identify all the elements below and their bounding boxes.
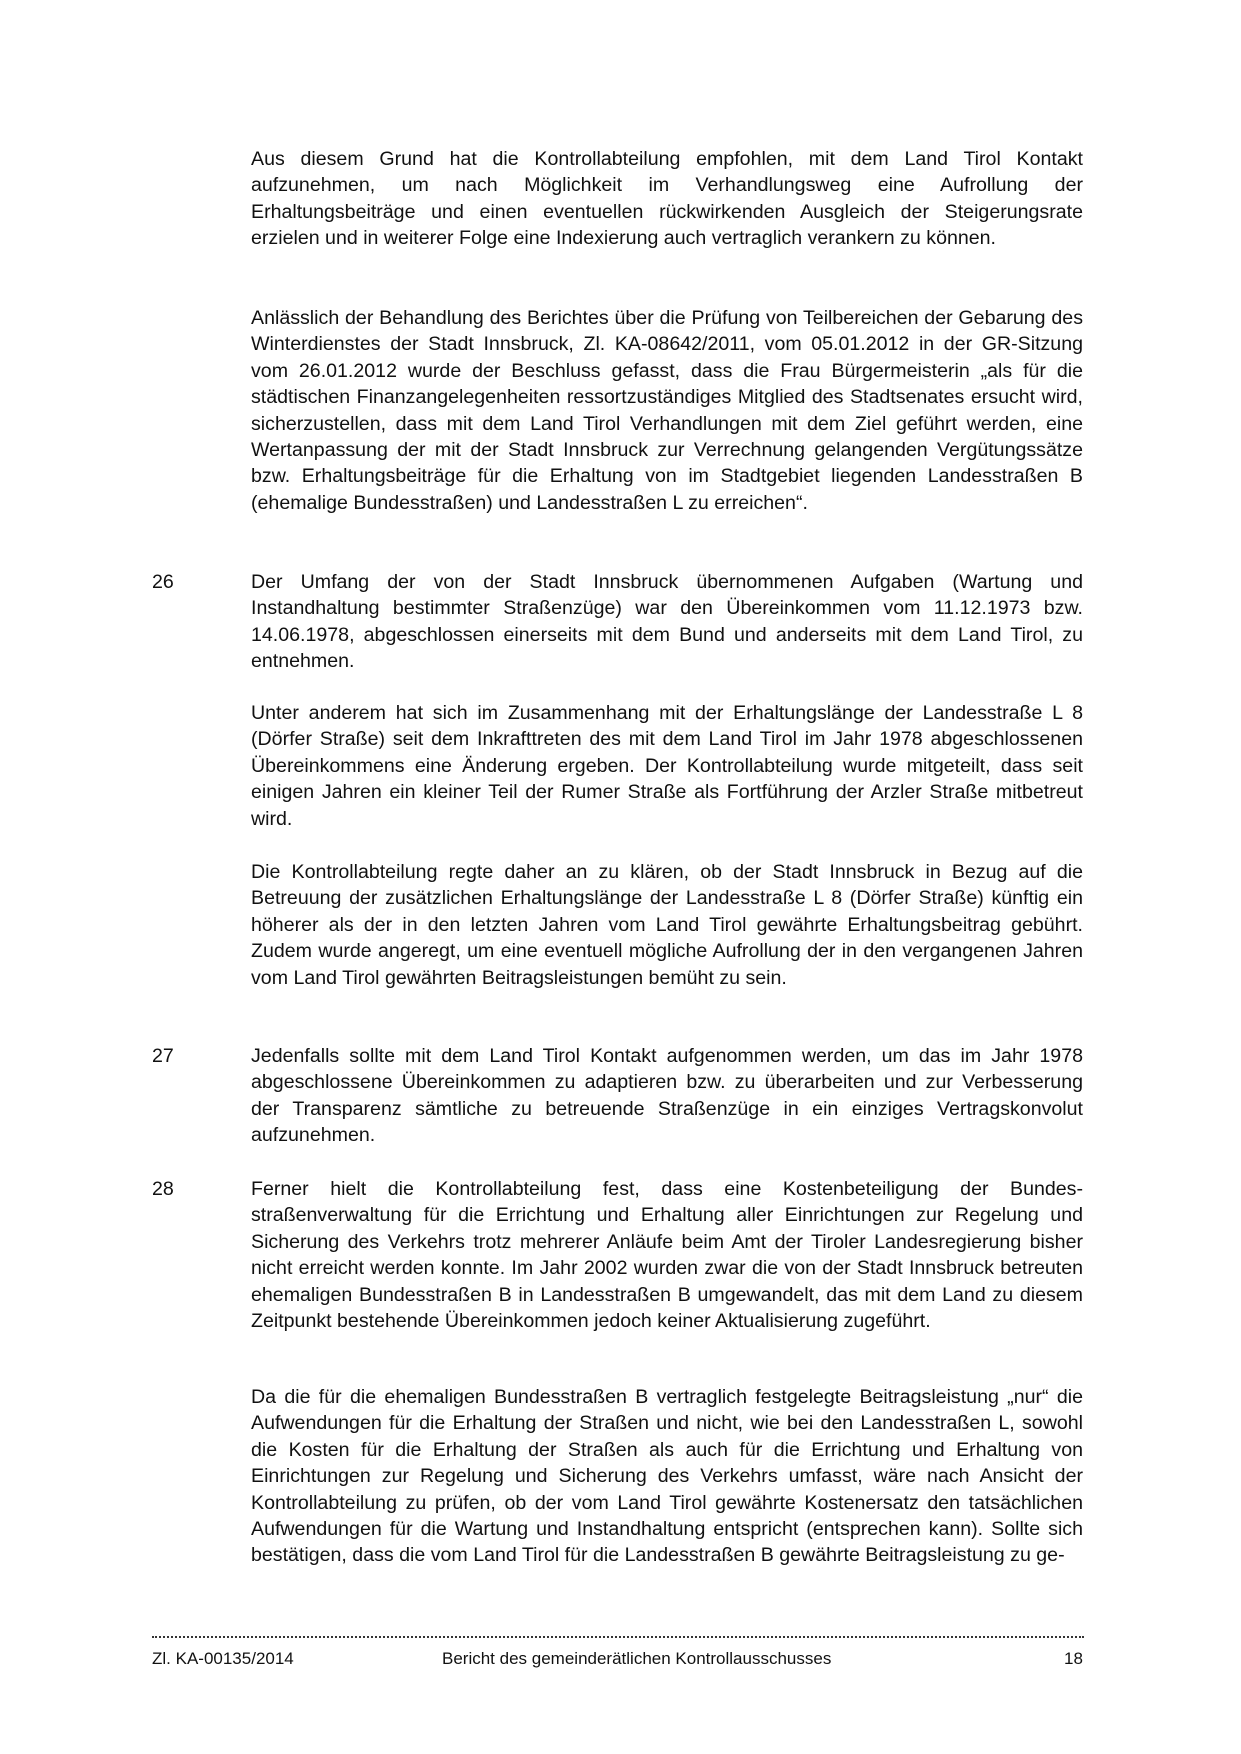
paragraph: Aus diesem Grund hat die Kontrollabteilung empfohlen, mit dem Land Tirol Kontakt aufzunehmen, um nach Möglichkeit im Verhandlungsweg eine Aufrollung der Erhaltungsbeiträge und einen eventuellen rückwirkenden Ausgleich der Steigerungsrate erzielen und in weiterer Folge eine Indexierung auch vertraglich verankern zu können. <box>251 148 1083 250</box>
paragraph-number: 27 <box>152 1045 174 1067</box>
footer-reference: Zl. KA-00135/2014 <box>152 1649 294 1668</box>
page-number: 18 <box>1064 1649 1083 1668</box>
paragraph: Jedenfalls sollte mit dem Land Tirol Kontakt aufgenommen werden, um das im Jahr 1978 abgeschlossene Übereinkommen zu adaptieren bzw. zu überarbeiten und zur Verbesserung der Transparenz sämtliche zu betreuende Straßenzüge in ein einziges Vertragskonvolut aufzunehmen. <box>251 1045 1083 1147</box>
paragraph: Da die für die ehemaligen Bundesstraßen B vertraglich festgelegte Beitragsleistung „nur“ die Aufwendungen für die Erhaltung der Straßen und nicht, wie bei den Landesstraßen L, sowohl die Kosten für die Erhaltung der Straßen als auch für die Errichtung und Erhaltung von Einrichtungen zur Regelung und Sicherung des Verkehrs umfasst, wäre nach Ansicht der Kontrollabteilung zu prüfen, ob der vom Land Tirol gewährte Kostenersatz den tatsächlichen Aufwendungen für die Wartung und Instandhaltung entspricht (entsprechen kann). Sollte sich bestätigen, dass die vom Land Tirol für die Landesstraßen B gewährte Beitragsleistung zu ge- <box>251 1386 1083 1567</box>
paragraph: Der Umfang der von der Stadt Innsbruck übernommenen Aufgaben (Wartung und Instandhaltung bestimmter Straßenzüge) war den Übereinkommen vom 11.12.1973 bzw. 14.06.1978, abgeschlossen einerseits mit dem Bund und anderseits mit dem Land Tirol, zu entnehmen. <box>251 571 1083 673</box>
paragraph: Anlässlich der Behandlung des Berichtes über die Prüfung von Teilbereichen der Gebarung des Winterdienstes der Stadt Innsbruck, Zl. KA-08642/2011, vom 05.01.2012 in der GR-Sitzung vom 26.01.2012 wurde der Beschluss gefasst, dass die Frau Bürgermeisterin „als für die städtischen Finanzangelegenheiten ressortzuständiges Mitglied des Stadtsenates ersucht wird, sicherzustellen, dass mit dem Land Tirol Verhandlungen mit dem Ziel geführt werden, eine Wertanpassung der mit der Stadt Innsbruck zur Verrechnung gelangenden Vergütungssätze bzw. Erhaltungsbeiträge für die Erhaltung von im Stadtgebiet liegenden Landesstraßen B (ehemalige Bundesstraßen) und Landesstraßen L zu erreichen“. <box>251 307 1083 514</box>
paragraph: Unter anderem hat sich im Zusammenhang mit der Erhaltungslänge der Landesstraße L 8 (Dörfer Straße) seit dem Inkrafttreten des mit dem Land Tirol im Jahr 1978 abgeschlossenen Übereinkommens eine Änderung ergeben. Der Kontrollabteilung wurde mitgeteilt, dass seit einigen Jahren ein kleiner Teil der Rumer Straße als Fortführung der Arzler Straße mitbetreut wird. <box>251 702 1083 830</box>
paragraph: Ferner hielt die Kontrollabteilung fest, dass eine Kostenbeteiligung der Bundesstraßenverwaltung für die Errichtung und Erhaltung aller Einrichtungen zur Regelung und Sicherung des Verkehrs trotz mehrerer Anläufe beim Amt der Tiroler Landesregierung bisher nicht erreicht werden konnte. Im Jahr 2002 wurden zwar die von der Stadt Innsbruck betreuten ehemaligen Bundesstraßen B in Landesstraßen B umgewandelt, das mit dem Land zu diesem Zeitpunkt bestehende Übereinkommen jedoch keiner Aktualisierung zugeführt. <box>251 1178 1083 1333</box>
footer-divider <box>152 1636 1084 1638</box>
paragraph: Die Kontrollabteilung regte daher an zu klären, ob der Stadt Innsbruck in Bezug auf die Betreuung der zusätzlichen Erhaltungslänge der Landesstraße L 8 (Dörfer Straße) künftig ein höherer als der in den letzten Jahren vom Land Tirol gewährte Erhaltungsbeitrag gebührt. Zudem wurde angeregt, um eine eventuell mögliche Aufrollung der in den vergangenen Jahren vom Land Tirol gewährten Beitragsleistungen bemüht zu sein. <box>251 861 1083 989</box>
paragraph-number: 26 <box>152 571 174 593</box>
footer-title: Bericht des gemeinderätlichen Kontrollausschusses <box>442 1649 832 1668</box>
paragraph-number: 28 <box>152 1178 174 1200</box>
